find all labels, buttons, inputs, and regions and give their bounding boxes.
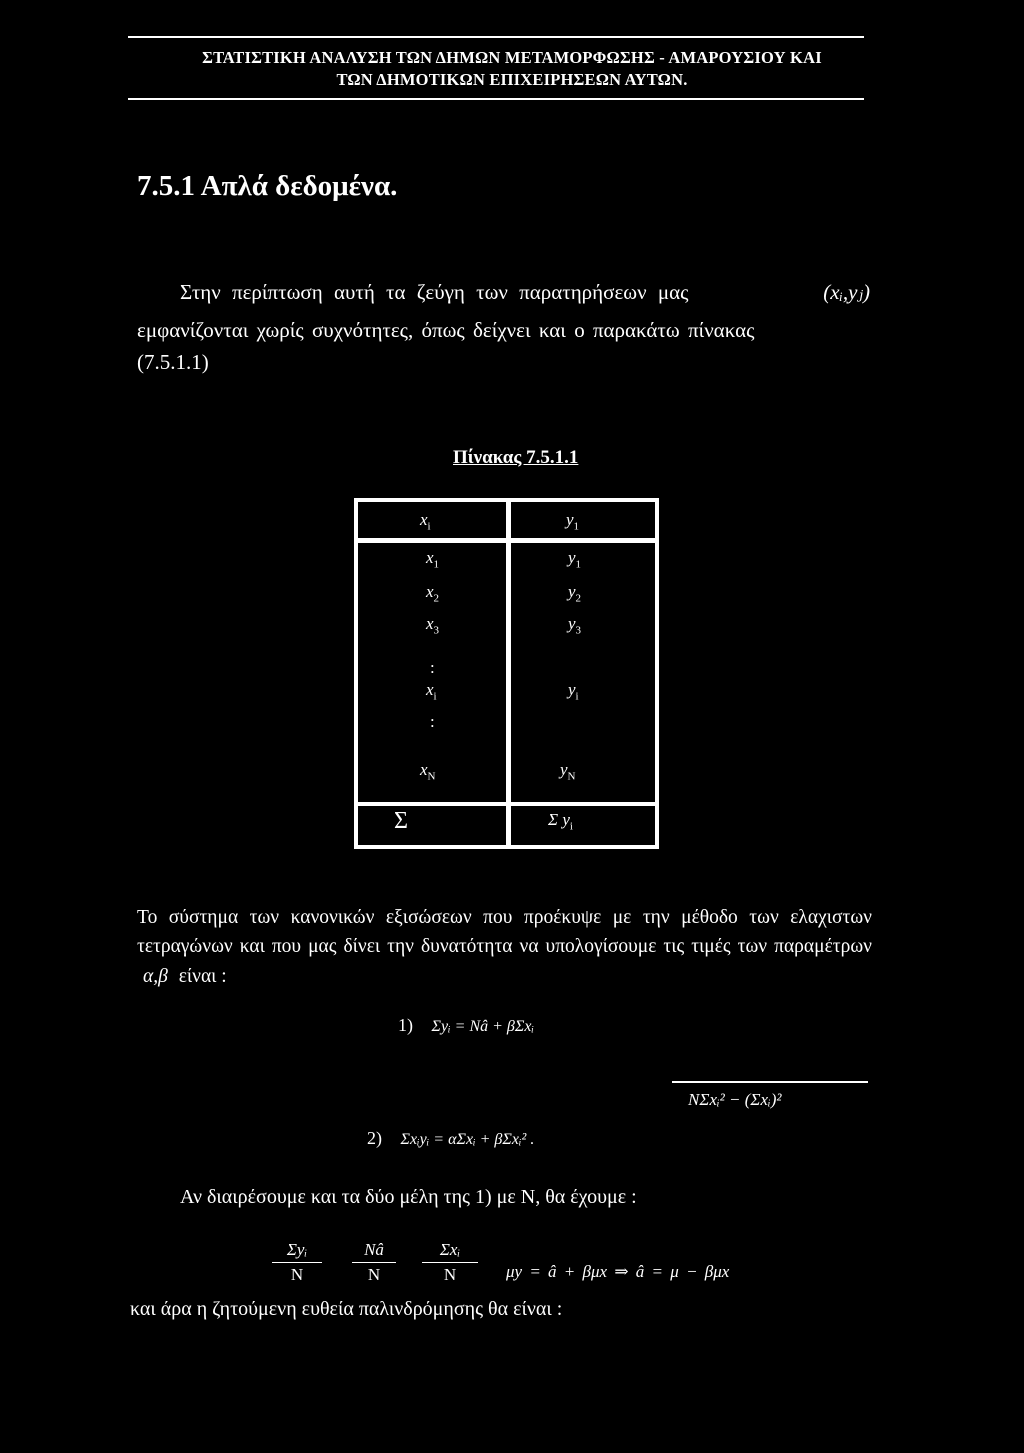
eq1-label: 1) xyxy=(398,1015,413,1035)
table-row-1-y: $y_1$ xyxy=(568,548,582,571)
table-row-n-x: $x_N$ xyxy=(420,760,436,783)
conclusion-text: και άρα η ζητούμενη ευθεία παλινδρόμησης θα είναι : xyxy=(130,1298,563,1320)
division-text: Αν διαιρέσουμε και τα δύο μέλη της 1) με N, θα έχουμε : xyxy=(180,1186,637,1208)
table-footer-divider xyxy=(358,802,655,806)
frac3-line xyxy=(422,1262,478,1263)
frac2-denominator: N xyxy=(367,1265,381,1284)
equation-1 xyxy=(398,1015,534,1036)
table-col-divider xyxy=(506,502,511,845)
body-text: Το σύστημα των κανονικών εξισώσεων που προέκυψε με την μέθοδο των ελαχιστων τετραγώνων και που μας δίνει την δυνατότητα να υπολογίσουμε τις τιμές των παραμέτρων xyxy=(137,907,872,958)
eq1-body: Σyᵢ = Nâ + βΣxᵢ xyxy=(431,1018,535,1035)
frac1-denominator: N xyxy=(290,1265,304,1284)
frac2-numerator: Nâ xyxy=(364,1240,384,1259)
header-bottom-rule xyxy=(128,98,864,100)
header-line-2: ΤΩΝ ΔΗΜΟΤΙΚΩΝ ΕΠΙΧΕΙΡΗΣΕΩΝ ΑΥΤΩΝ. xyxy=(336,70,688,89)
frac3-numerator: Σxᵢ xyxy=(439,1240,461,1259)
table-row-n-y: $y_N$ xyxy=(560,760,576,783)
intro-line-1 xyxy=(180,280,870,305)
header-line-1: ΣΤΑΤΙΣΤΙΚΗ ΑΝΑΛΥΣΗ ΤΩΝ ΔΗΜΩΝ ΜΕΤΑΜΟΡΦΩΣΗΣ - ΑΜΑΡΟΥΣΙΟΥ ΚΑΙ xyxy=(202,48,822,67)
eq2-body: Σxᵢyᵢ = αΣxᵢ + βΣxᵢ² . xyxy=(400,1131,535,1148)
frac3-denominator: N xyxy=(443,1265,457,1284)
body-params: α,β xyxy=(143,965,168,987)
eq2-label: 2) xyxy=(367,1128,382,1148)
frac1-line xyxy=(272,1262,322,1263)
table-footer-y: Σ $y_i$ xyxy=(548,810,573,833)
header-top-rule xyxy=(128,36,864,38)
table-row-2-x: $x_2$ xyxy=(426,582,440,605)
fraction-2 xyxy=(352,1240,396,1285)
table-row-dots-1: : xyxy=(430,658,435,677)
table-row-1-x: $x_1$ xyxy=(426,548,440,571)
section-title: 7.5.1 Απλά δεδομένα. xyxy=(137,170,398,202)
fraction-rule xyxy=(672,1081,868,1083)
table-header-x: $x_i$ xyxy=(420,510,431,533)
body-paragraph xyxy=(137,903,872,991)
body-tail: είναι : xyxy=(178,965,227,987)
frac2-line xyxy=(352,1262,396,1263)
denominator-expression: NΣxᵢ² − (Σxᵢ)² xyxy=(688,1090,782,1109)
table-row-3-x: $x_3$ xyxy=(426,614,440,637)
table-row-3-y: $y_3$ xyxy=(568,614,582,637)
fraction-1 xyxy=(272,1240,322,1285)
table-header-y: $y_1$ xyxy=(566,510,580,533)
intro-line-2: εμφανίζονται χωρίς συχνότητες, όπως δείχνει και ο παρακάτω πίνακας xyxy=(137,318,755,342)
mean-relation: μy = â + βμx ⇒ â = μ − βμx xyxy=(506,1262,730,1281)
intro-line-3: (7.5.1.1) xyxy=(137,350,209,374)
frac1-numerator: Σyᵢ xyxy=(286,1240,308,1259)
equation-2 xyxy=(367,1128,534,1149)
table-row-i-y: $y_i$ xyxy=(568,680,579,703)
table-row-i-x: $x_i$ xyxy=(426,680,437,703)
table-caption: Πίνακας 7.5.1.1 xyxy=(453,447,579,468)
data-table xyxy=(354,498,659,849)
fraction-3 xyxy=(422,1240,478,1285)
table-row-dots-2: : xyxy=(430,712,435,731)
table-header-divider xyxy=(358,538,655,543)
intro-pair: (xᵢ,yⱼ) xyxy=(823,280,870,304)
table-row-2-y: $y_2$ xyxy=(568,582,582,605)
table-footer-x: Σ xyxy=(394,808,408,834)
intro-text: Στην περίπτωση αυτή τα ζεύγη των παρατηρήσεων μας xyxy=(180,280,689,304)
